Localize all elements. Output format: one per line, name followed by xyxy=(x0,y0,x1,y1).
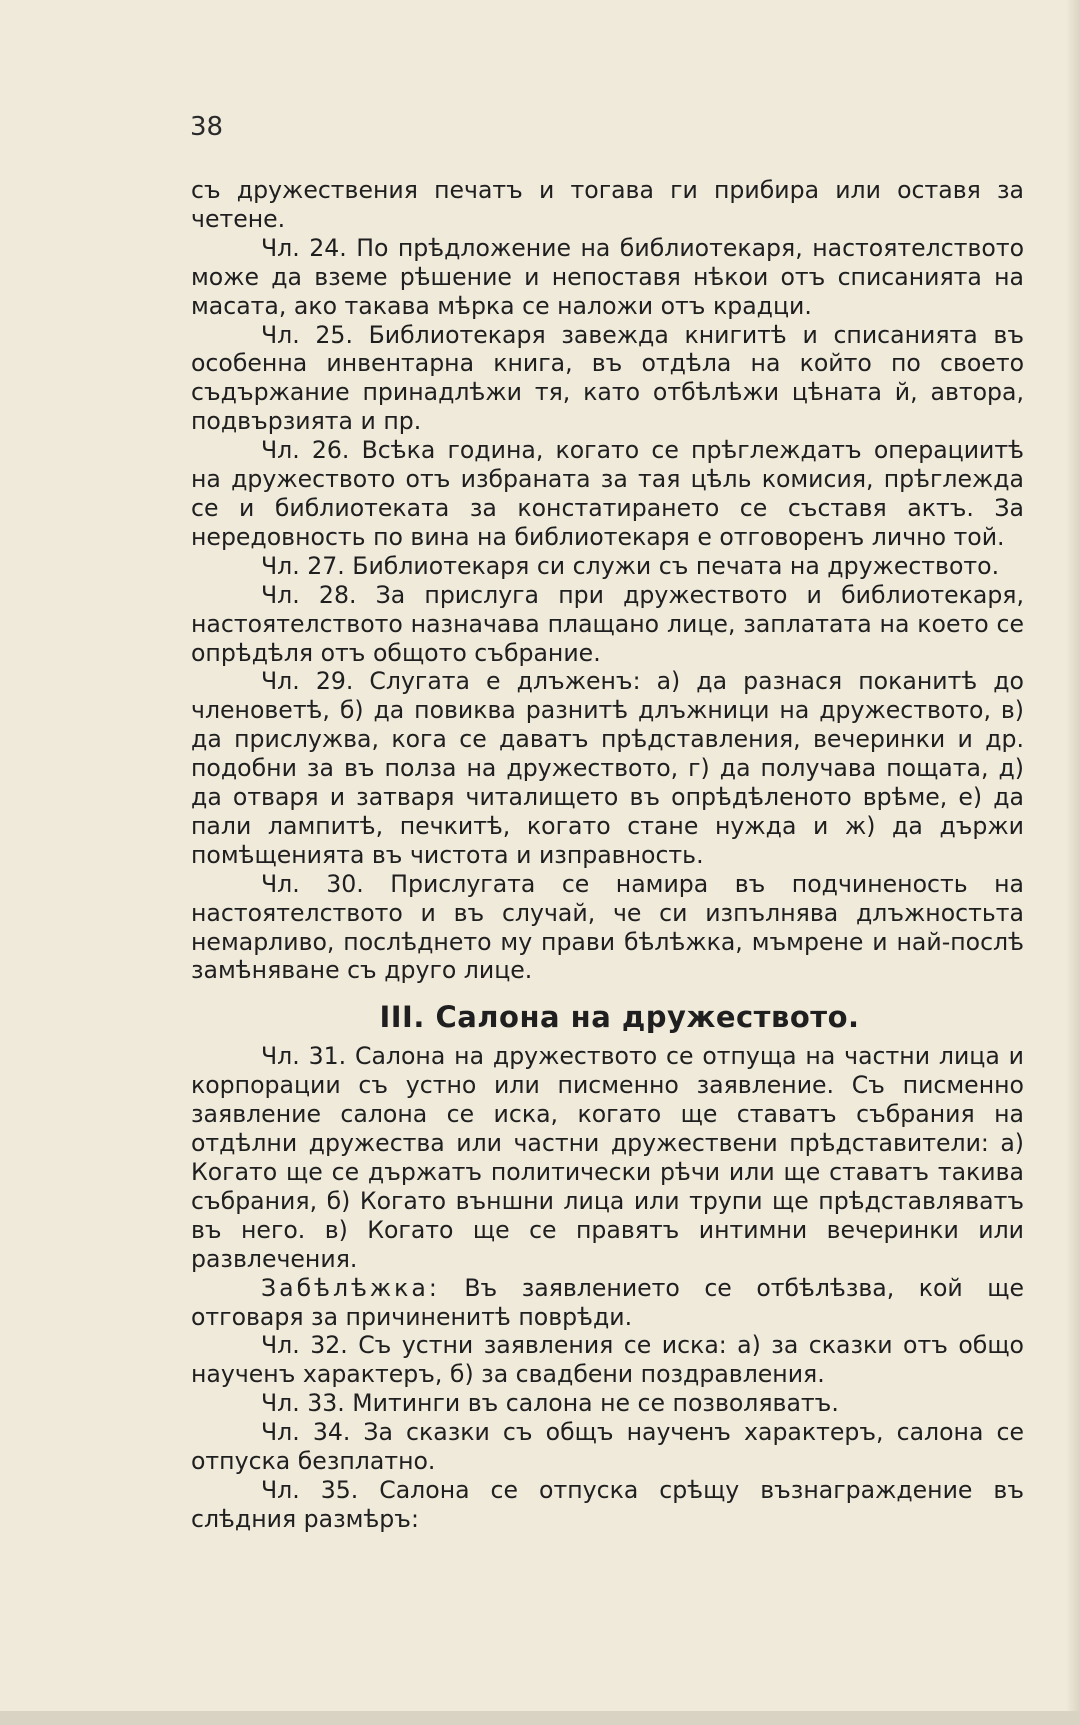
page-bottom-edge xyxy=(0,1711,1080,1725)
article-35: Чл. 35. Салона се отпуска срѣщу възнаграждение въ слѣдния размѣръ: xyxy=(191,1475,1024,1533)
note-label: Забѣлѣжка: xyxy=(261,1273,440,1302)
article-31: Чл. 31. Салона на дружеството се отпуща на частни лица и корпорации съ устно или писменно заявление. Съ писменно заявление салона се иска, когато ще ставатъ събрания на отдѣлни дружества или частни дружествени прѣдставители: а) Когато ще се държатъ политически рѣчи или ще ставатъ такива събрания, б) Когато външни лица или трупи ще прѣдставляватъ въ него. в) Когато ще се правятъ интимни вечеринки или развлечения. xyxy=(191,1042,1024,1273)
article-30: Чл. 30. Прислугата се намира въ подчиненость на настоятелството и въ случай, че си изпълнява длъжностьта немарливо, послѣднето му прави бѣлѣжка, мъмрене и най-послѣ замѣняване съ друго лице. xyxy=(191,869,1024,985)
paragraph-continuation: съ дружествения печатъ и тогава ги прибира или оставя за четене. xyxy=(191,176,1024,233)
article-28: Чл. 28. За прислуга при дружеството и библиотекаря, настоятелството назначава плащано лице, заплатата на което се опрѣдѣля отъ общото събрание. xyxy=(191,580,1024,667)
page-number: 38 xyxy=(190,112,224,142)
article-24: Чл. 24. По прѣдложение на библиотекаря, настоятелството може да вземе рѣшение и непоставя нѣкои отъ списанията на масата, ако такава мѣрка се наложи отъ крадци. xyxy=(191,233,1024,320)
body-text xyxy=(191,176,1024,1534)
article-32: Чл. 32. Съ устни заявления се иска: а) за сказки отъ общо наученъ характеръ, б) за свадбени поздравления. xyxy=(191,1331,1024,1389)
section-heading: III. Салона на дружеството. xyxy=(379,1000,860,1035)
page-edge-shadow xyxy=(1066,0,1080,1725)
note-text: Въ заявлението се отбѣлѣзва, кой ще отговаря за причиненитѣ поврѣди. xyxy=(191,1273,1024,1331)
note-paragraph xyxy=(191,1274,1024,1332)
article-29: Чл. 29. Слугата е длъженъ: а) да разнася поканитѣ до членоветѣ, б) да повиква разнитѣ длъжници на дружеството, в) да прислужва, кога се даватъ прѣдставления, вечеринки и др. подобни за въ полза на дружеството, г) да получава пощата, д) да отваря и затваря читалището въ опрѣдѣленото врѣме, е) да пали лампитѣ, печкитѣ, когато стане нужда и ж) да държи помѣщенията въ чистота и изправность. xyxy=(191,667,1024,869)
article-34: Чл. 34. За сказки съ общъ наученъ характеръ, салона се отпуска безплатно. xyxy=(191,1418,1024,1476)
article-27: Чл. 27. Библиотекаря си служи съ печата на дружеството. xyxy=(261,551,1000,580)
article-33: Чл. 33. Митинги въ салона не се позволяватъ. xyxy=(261,1389,839,1418)
article-26: Чл. 26. Всѣка година, когато се прѣглеждатъ операциитѣ на дружеството отъ избраната за тая цѣль комисия, прѣглежда се и библиотеката за констатирането се съставя актъ. За нередовность по вина на библиотекаря е отговоренъ лично той. xyxy=(191,436,1024,551)
article-25: Чл. 25. Библиотекаря завежда книгитѣ и списанията въ особенна инвентарна книга, въ отдѣла на който по своето съдържание принадлѣжи тя, като отбѣлѣжи цѣната й, автора, подвързията и пр. xyxy=(191,320,1024,436)
